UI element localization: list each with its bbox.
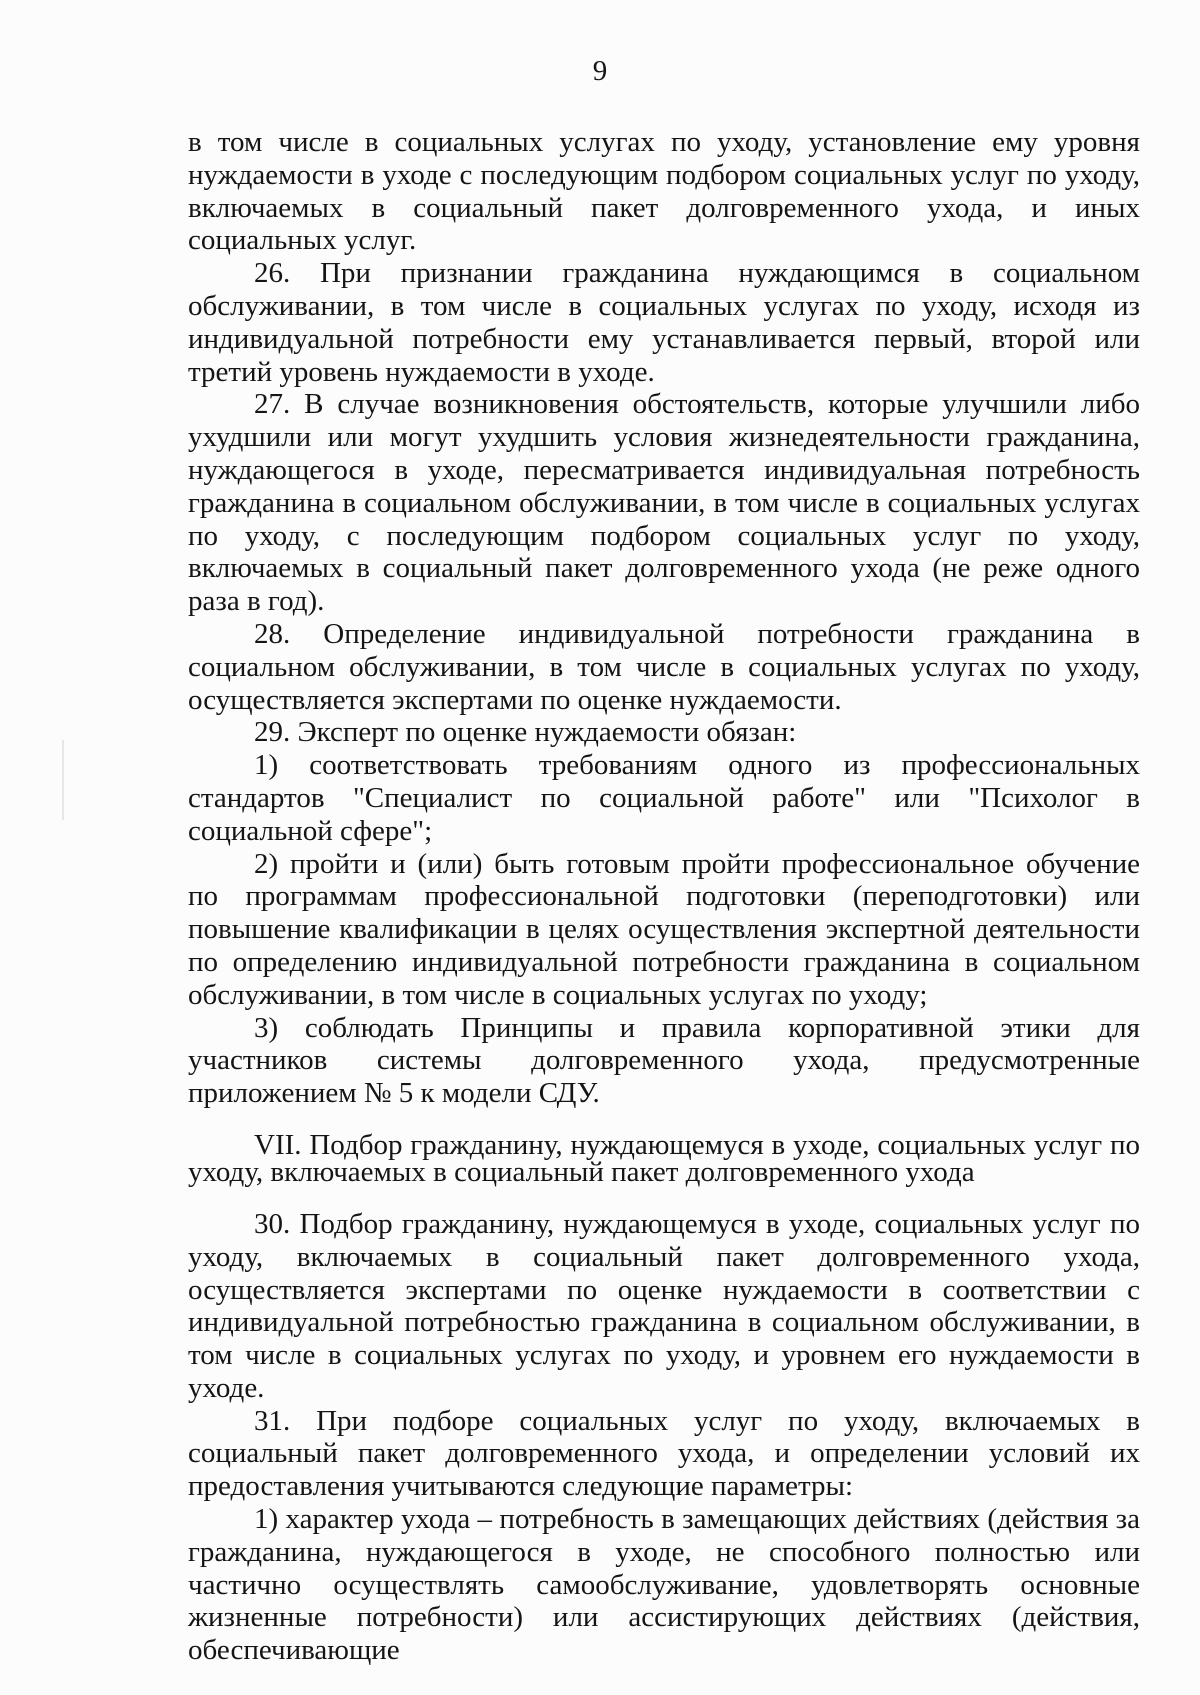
paragraph-30: 30. Подбор гражданину, нуждающемуся в уходе, социальных услуг по уходу, включаемых в социальный пакет долговременного ухода, осуществляется экспертами по оценке нуждаемости в соответствии с индивидуальной потребностью гражданина в социальном обслуживании, в том числе в социальных услугах по уходу, и уровнем его нуждаемости в уходе. bbox=[188, 1207, 1140, 1404]
paragraph-26: 26. При признании гражданина нуждающимся в социальном обслуживании, в том числе в социальных услугах по уходу, исходя из индивидуальной потребности ему устанавливается первый, второй или третий уровень нуждаемости в уходе. bbox=[188, 257, 1140, 388]
paragraph-29-item-1: 1) соответствовать требованиям одного из профессиональных стандартов "Специалист по социальной работе" или "Психолог в социальной сфере"; bbox=[188, 749, 1140, 847]
scan-edge-mark bbox=[62, 740, 64, 820]
paragraph-29-item-3: 3) соблюдать Принципы и правила корпоративной этики для участников системы долговременного ухода, предусмотренные приложением № 5 к модели СДУ. bbox=[188, 1011, 1140, 1110]
paragraph-29-item-2: 2) пройти и (или) быть готовым пройти профессиональное обучение по программам профессиональной подготовки (переподготовки) или повышение квалификации в целях осуществления экспертной деятельности по определению индивидуальной потребности гражданина в социальном обслуживании, в том числе в социальных услугах по уходу; bbox=[188, 847, 1140, 1011]
section-heading: VII. Подбор гражданину, нуждающемуся в уходе, социальных услуг по уходу, включаемых в социальный пакет долговременного ухода bbox=[188, 1128, 1140, 1188]
document-body bbox=[188, 126, 1140, 1667]
paragraph-continuation: в том числе в социальных услугах по уходу, установление ему уровня нуждаемости в уходе с последующим подбором социальных услуг по уходу, включаемых в социальный пакет долговременного ухода, и иных социальных услуг. bbox=[188, 126, 1140, 257]
paragraph-28: 28. Определение индивидуальной потребности гражданина в социальном обслуживании, в том числе в социальных услугах по уходу, осуществляется экспертами по оценке нуждаемости. bbox=[188, 617, 1140, 716]
paragraph-31-item-1: 1) характер ухода – потребность в замещающих действиях (действия за гражданина, нуждающегося в уходе, не способного полностью или частично осуществлять самообслуживание, удовлетворять основные жизненные потребности) или ассистирующих действиях (действия, обеспечивающие bbox=[188, 1503, 1140, 1667]
paragraph-29: 29. Эксперт по оценке нуждаемости обязан: bbox=[254, 716, 797, 749]
paragraph-27: 27. В случае возникновения обстоятельств, которые улучшили либо ухудшили или могут ухудшить условия жизнедеятельности гражданина, нуждающегося в уходе, пересматривается индивидуальная потребность гражданина в социальном обслуживании, в том числе в социальных услугах по уходу, с последующим подбором социальных услуг по уходу, включаемых в социальный пакет долговременного ухода (не реже одного раза в год). bbox=[188, 388, 1140, 618]
paragraph-31: 31. При подборе социальных услуг по уходу, включаемых в социальный пакет долговременного ухода, и определении условий их предоставления учитываются следующие параметры: bbox=[188, 1404, 1140, 1503]
page-number: 9 bbox=[592, 55, 608, 87]
